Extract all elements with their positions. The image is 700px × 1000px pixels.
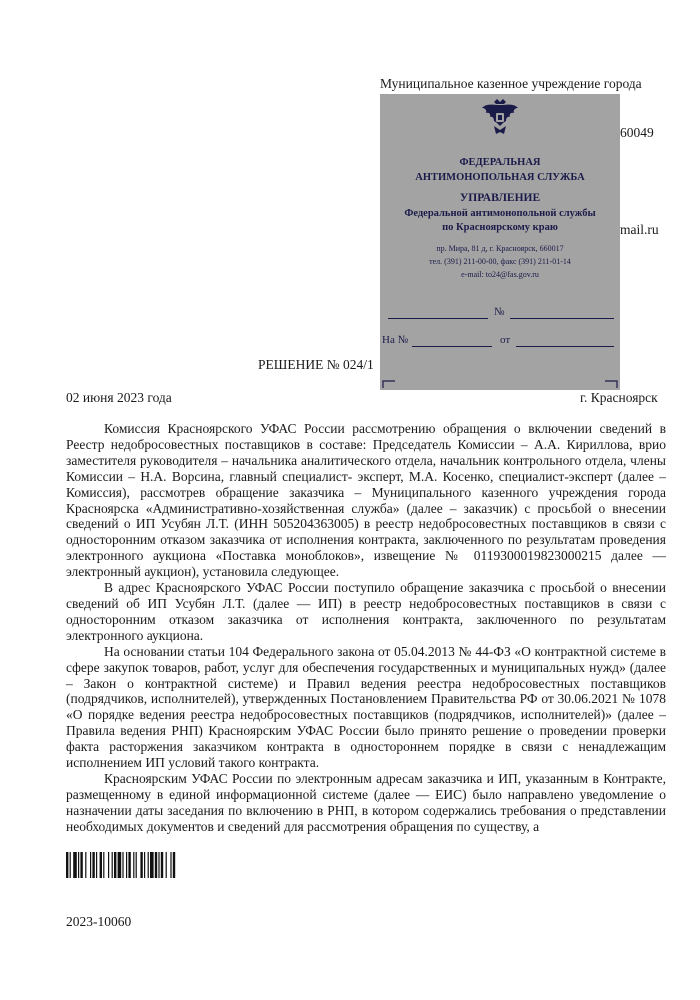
- barcode-bar: [78, 852, 79, 878]
- stamp-corner-left: [382, 380, 396, 388]
- stamp-number-label: №: [494, 306, 505, 318]
- barcode-bar: [96, 852, 97, 878]
- barcode-bar: [66, 852, 68, 878]
- paragraph-2: В адрес Красноярского УФАС России поступило обращение заказчика с просьбой о внесении сведений об ИП Усубян Л.Т. (далее — ИП) в реестр недобросовестных поставщиков в связи с односторонним отказом заказчика от исполнения контракта, заключенного по результатам электронного аукциона.: [66, 580, 666, 643]
- stamp-dept-line-1: УПРАВЛЕНИЕ: [459, 192, 541, 204]
- fas-letterhead-stamp: [380, 94, 620, 390]
- barcode-bar: [133, 852, 134, 878]
- barcode-bar: [92, 852, 94, 878]
- paragraph-1: Комиссия Красноярского УФАС России рассмотрению обращения о включении сведений в Реестр недобросовестных поставщиков в составе: Председатель Комиссии – А.А. Кириллова, врио заместителя руководителя – начальника аналитического отдела, начальник контрольного отдела, члены Комиссии – Н.А. Ворсина, главный специалист- эксперт, М.А. Косенко, специалист-эксперт (далее – Комиссия), рассмотрев обращение заказчика – Муниципального казенного учреждения города Красноярска «Административно-хозяйственная служба» (далее – заказчик) с просьбой о внесении сведений о ИП Усубян Л.Т. (ИНН 505204363005) в реестр недобросовестных поставщиков в связи с односторонним отказом заказчика от исполнения контракта, заключенного по результатам проведения электронного аукциона «Поставка моноблоков», извещение № 0119300019823000215 далее — электронный аукцион), установила следующее.: [66, 421, 666, 580]
- stamp-from-label: от: [500, 334, 511, 346]
- stamp-org-line-2: АНТИМОНОПОЛЬНАЯ СЛУЖБА: [415, 172, 585, 183]
- stamp-outgoing-number-line: [510, 318, 614, 319]
- barcode-bar: [73, 852, 77, 878]
- decision-body: [66, 421, 666, 835]
- stamp-ref-label: На №: [382, 334, 409, 346]
- stamp-corner-right: [604, 380, 618, 388]
- decision-title: РЕШЕНИЕ № 024/1: [258, 357, 374, 372]
- barcode-bar: [90, 852, 91, 878]
- barcode-bar: [80, 852, 82, 878]
- stamp-contact-line-2: тел. (391) 211-00-00, факс (391) 211-01-14: [429, 257, 571, 266]
- barcode-bar: [158, 852, 159, 878]
- stamp-contact-line-1: пр. Мира, 81 д, г. Красноярск, 660017: [436, 244, 564, 253]
- recipient-line-1: Муниципальное казенное учреждение города: [380, 76, 642, 91]
- stamp-org-line-1: ФЕДЕРАЛЬНАЯ: [459, 157, 541, 168]
- barcode-bar: [100, 852, 102, 878]
- decision-city: г. Красноярск: [580, 390, 658, 405]
- barcode-bar: [114, 852, 116, 878]
- barcode-bar: [85, 852, 86, 878]
- stamp-dept-line-3: по Красноярскому краю: [442, 222, 558, 233]
- stamp-ref-number-line: [412, 346, 492, 347]
- barcode-bar: [126, 852, 127, 878]
- decision-date: 02 июня 2023 года: [66, 390, 172, 405]
- document-number: 2023-10060: [66, 914, 132, 929]
- paragraph-4: Красноярским УФАС России по электронным адресам заказчика и ИП, указанным в Контракте, размещенному в единой информационной системе (далее — ЕИС) было направлено уведомление о назначении даты заседания по включению в РНП, в котором содержались требования о представлении необходимых документов и сведений для рассмотрения обращения по существу, а: [66, 770, 666, 834]
- barcode-bar: [118, 852, 122, 878]
- stamp-outgoing-date-line: [388, 318, 488, 319]
- barcode-bar: [70, 852, 71, 878]
- barcode-bar: [161, 852, 163, 878]
- stamp-ref-date-line: [516, 346, 614, 347]
- barcode-bar: [150, 852, 154, 878]
- russian-eagle-emblem-icon: [480, 96, 520, 138]
- barcode-bar: [144, 852, 145, 878]
- barcode-bar: [136, 852, 137, 878]
- stamp-dept-line-2: Федеральной антимонопольной службы: [404, 208, 596, 219]
- recipient-line-2-tail: 60049: [620, 125, 654, 140]
- barcode-bar: [112, 852, 113, 878]
- barcode-bar: [103, 852, 104, 878]
- barcode-bar: [148, 852, 149, 878]
- barcode-bar: [140, 852, 142, 878]
- barcode-bar: [155, 852, 157, 878]
- paragraph-3: На основании статьи 104 Федерального закона от 05.04.2013 № 44-ФЗ «О контрактной системе в сфере закупок товаров, работ, услуг для обеспечения государственных и муниципальных нужд» (далее – Закон о контрактной системе) и Правил ведения реестра недобросовестных поставщиков (подрядчиков, исполнителей), утвержденных Постановлением Правительства РФ от 30.06.2021 № 1078 «О порядке ведения реестра недобросовестных поставщиков (подрядчиков, исполнителей)» (далее – Правила ведения РНП) Красноярским УФАС России было принято решение о проведении проверки факта расторжения заказчиком контракта в одностороннем порядке в связи с ненадлежащим исполнением ИП условий такого контракта.: [66, 643, 666, 771]
- barcode-bar: [122, 852, 123, 878]
- barcode-bar: [173, 852, 175, 878]
- barcode-bar: [108, 852, 109, 878]
- barcode-bar: [128, 852, 130, 878]
- barcode-bar: [166, 852, 167, 878]
- recipient-line-3-tail: mail.ru: [620, 222, 659, 237]
- document-barcode: [66, 852, 206, 878]
- stamp-contact-line-3: e-mail: to24@fas.gov.ru: [461, 270, 539, 279]
- barcode-bar: [170, 852, 171, 878]
